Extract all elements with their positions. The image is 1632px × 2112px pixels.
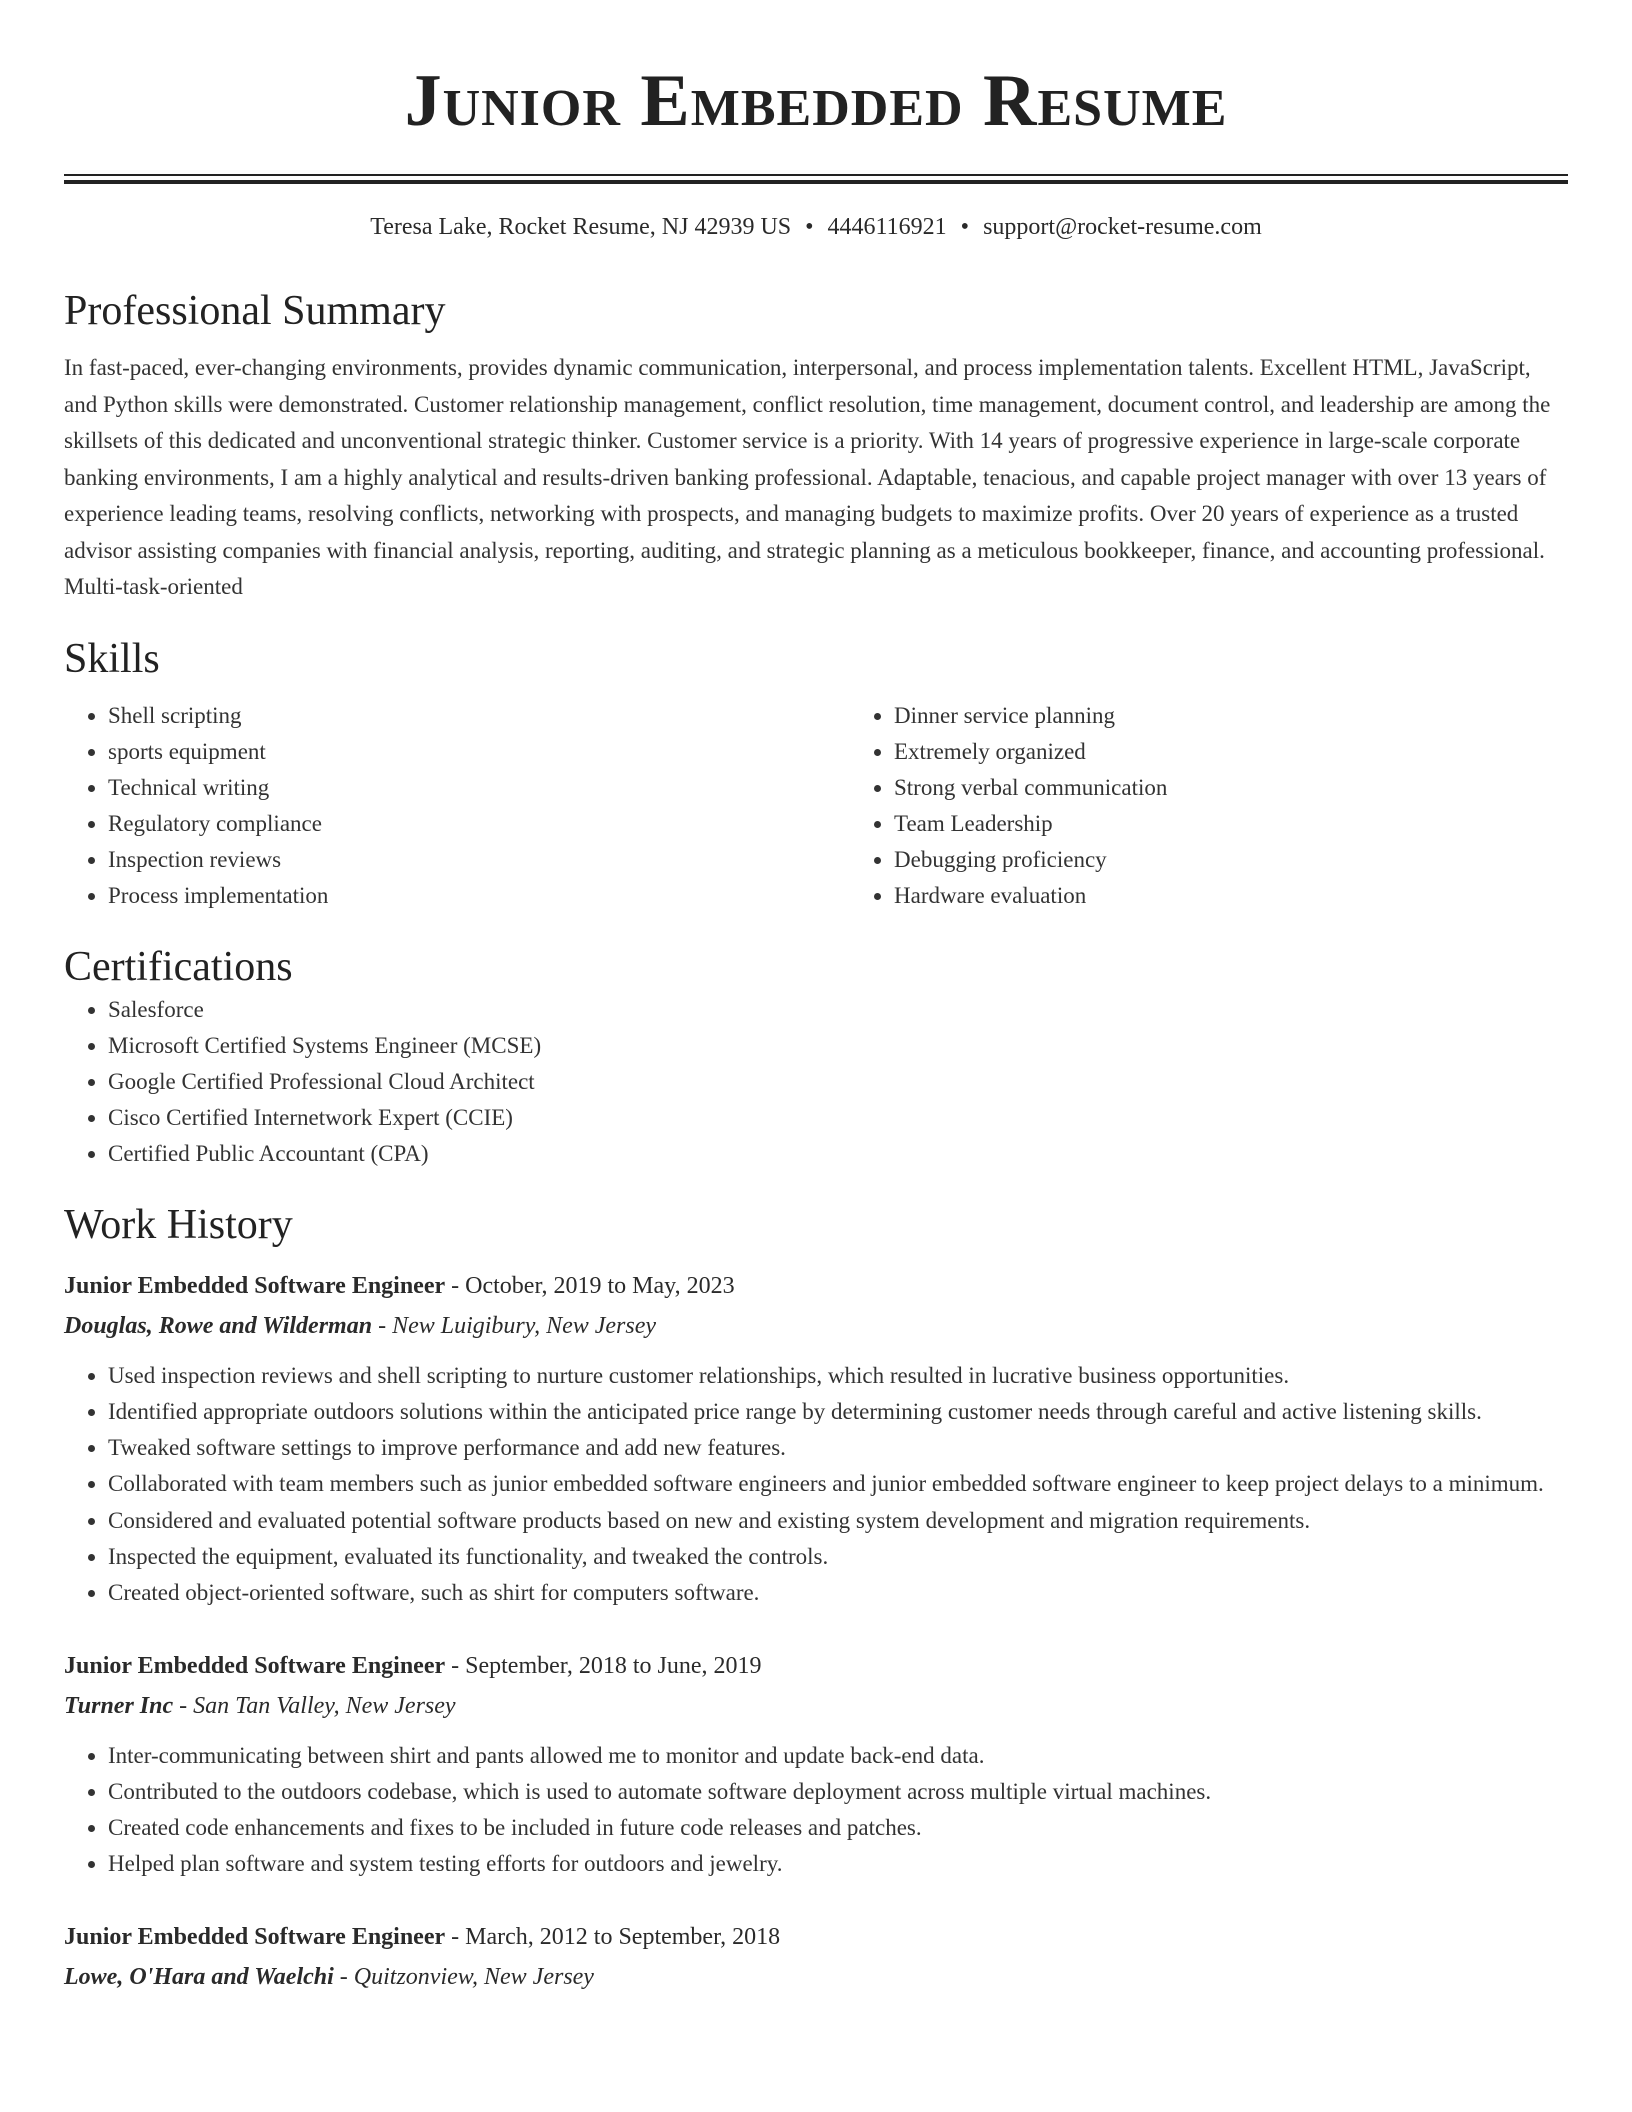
job-company: Turner Inc (64, 1692, 174, 1719)
job-bullet: • Inspected the equipment, evaluated its functionality, and tweaked the controls. (108, 1539, 1568, 1575)
certification-item: • Certified Public Accountant (CPA) (108, 1136, 1568, 1172)
job-dash: - (445, 1272, 466, 1299)
job-location: Quitzonview, New Jersey (353, 1963, 594, 1990)
job-bullet: • Used inspection reviews and shell scripting to nurture customer relationships, which resulted in lucrative business opportunities. (108, 1358, 1568, 1394)
skills-list-left (64, 698, 850, 914)
job-bullet: • Identified appropriate outdoors solutions within the anticipated price range by determining customer needs through careful and active listening skills. (108, 1394, 1568, 1430)
skill-item: • Strong verbal communication (894, 770, 1632, 806)
contact-separator: • (805, 214, 814, 240)
job-title: Junior Embedded Software Engineer (64, 1923, 446, 1950)
title-divider (64, 174, 1568, 184)
skill-item: • Dinner service planning (894, 698, 1632, 734)
job-company: Lowe, O'Hara and Waelchi (64, 1963, 334, 1990)
contact-address: Teresa Lake, Rocket Resume, NJ 42939 US (370, 214, 792, 240)
job-entry (64, 1646, 1568, 1883)
job-bullet: • Inter-communicating between shirt and pants allowed me to monitor and update back-end data. (108, 1738, 1568, 1774)
job-company: Douglas, Rowe and Wilderman (64, 1312, 373, 1339)
contact-separator: • (960, 214, 970, 240)
resume-title: Junior Embedded Resume (404, 60, 1228, 142)
job-title: Junior Embedded Software Engineer (64, 1272, 446, 1299)
job-bullet: • Collaborated with team members such as junior embedded software engineers and junior embedded software engineer to keep project delays to a minimum. (108, 1466, 1568, 1502)
job-employer (64, 1686, 1568, 1726)
job-dates: September, 2018 to June, 2019 (465, 1652, 762, 1679)
job-bullet: • Created object-oriented software, such as shirt for computers software. (108, 1575, 1568, 1611)
job-location: New Luigibury, New Jersey (392, 1312, 657, 1339)
job-header (64, 1266, 1568, 1306)
summary-heading: Professional Summary (64, 288, 446, 334)
skill-item: • Technical writing (108, 770, 850, 806)
job-bullet: • Considered and evaluated potential software products based on new and existing system development and migration requirements. (108, 1503, 1568, 1539)
skill-item: • Regulatory compliance (108, 806, 850, 842)
job-dates: October, 2019 to May, 2023 (465, 1272, 735, 1299)
certifications-list (64, 992, 1568, 1172)
skills-heading: Skills (64, 635, 160, 682)
job-title: Junior Embedded Software Engineer (64, 1652, 446, 1679)
certification-item: • Google Certified Professional Cloud Architect (108, 1064, 1568, 1100)
contact-phone: 4446116921 (827, 214, 947, 240)
contact-email: support@rocket-resume.com (983, 214, 1262, 240)
skill-item: • Extremely organized (894, 734, 1632, 770)
job-header (64, 1917, 1568, 1957)
summary-text: In fast-paced, ever-changing environments, provides dynamic communication, interpersonal, and process implementation talents. Excellent HTML, JavaScript, and Python skills were demonstrated. Customer relationship management, conflict resolution, time management, document control, and leadership are among the skillsets of this dedicated and unconventional strategic thinker. Customer service is a priority. With 14 years of progressive experience in large-scale corporate banking environments, I am a highly analytical and results-driven banking professional. Adaptable, tenacious, and capable project manager with over 13 years of experience leading teams, resolving conflicts, networking with prospects, and managing budgets to maximize profits. Over 20 years of experience as a trusted advisor assisting companies with financial analysis, reporting, auditing, and strategic planning as a meticulous bookkeeper, finance, and accounting professional. Multi-task-oriented (64, 355, 1551, 599)
job-employer (64, 1957, 1568, 1997)
certifications-heading: Certifications (64, 943, 293, 990)
certification-item: • Cisco Certified Internetwork Expert (CCIE) (108, 1100, 1568, 1136)
job-bullet: • Helped plan software and system testing efforts for outdoors and jewelry. (108, 1846, 1568, 1882)
skill-item: • Team Leadership (894, 806, 1632, 842)
skill-item: • Hardware evaluation (894, 878, 1632, 914)
work-history-heading: Work History (64, 1201, 293, 1248)
skill-item: • Process implementation (108, 878, 850, 914)
skill-item: • Shell scripting (108, 698, 850, 734)
job-employer (64, 1306, 1568, 1346)
job-dates: March, 2012 to September, 2018 (465, 1923, 781, 1950)
job-entry (64, 1917, 1568, 1997)
job-bullet: • Contributed to the outdoors codebase, which is used to automate software deployment across multiple virtual machines. (108, 1774, 1568, 1810)
job-dash: - (173, 1692, 194, 1719)
skill-item: • Inspection reviews (108, 842, 850, 878)
job-bullets (64, 1738, 1568, 1883)
skill-item: • Debugging proficiency (894, 842, 1632, 878)
job-bullets (64, 1358, 1568, 1612)
job-bullet: • Created code enhancements and fixes to be included in future code releases and patches. (108, 1810, 1568, 1846)
job-dash: - (445, 1923, 466, 1950)
job-location: San Tan Valley, New Jersey (193, 1692, 456, 1719)
skills-list-right (850, 698, 1632, 914)
skill-item: • sports equipment (108, 734, 850, 770)
certification-item: • Salesforce (108, 992, 1568, 1028)
job-bullet: • Tweaked software settings to improve performance and add new features. (108, 1430, 1568, 1466)
job-dash: - (445, 1652, 466, 1679)
job-dash: - (372, 1312, 393, 1339)
certification-item: • Microsoft Certified Systems Engineer (MCSE) (108, 1028, 1568, 1064)
skills-columns (64, 698, 1568, 914)
contact-line (64, 212, 1568, 242)
job-entry (64, 1266, 1568, 1612)
job-header (64, 1646, 1568, 1686)
job-dash: - (333, 1963, 354, 1990)
